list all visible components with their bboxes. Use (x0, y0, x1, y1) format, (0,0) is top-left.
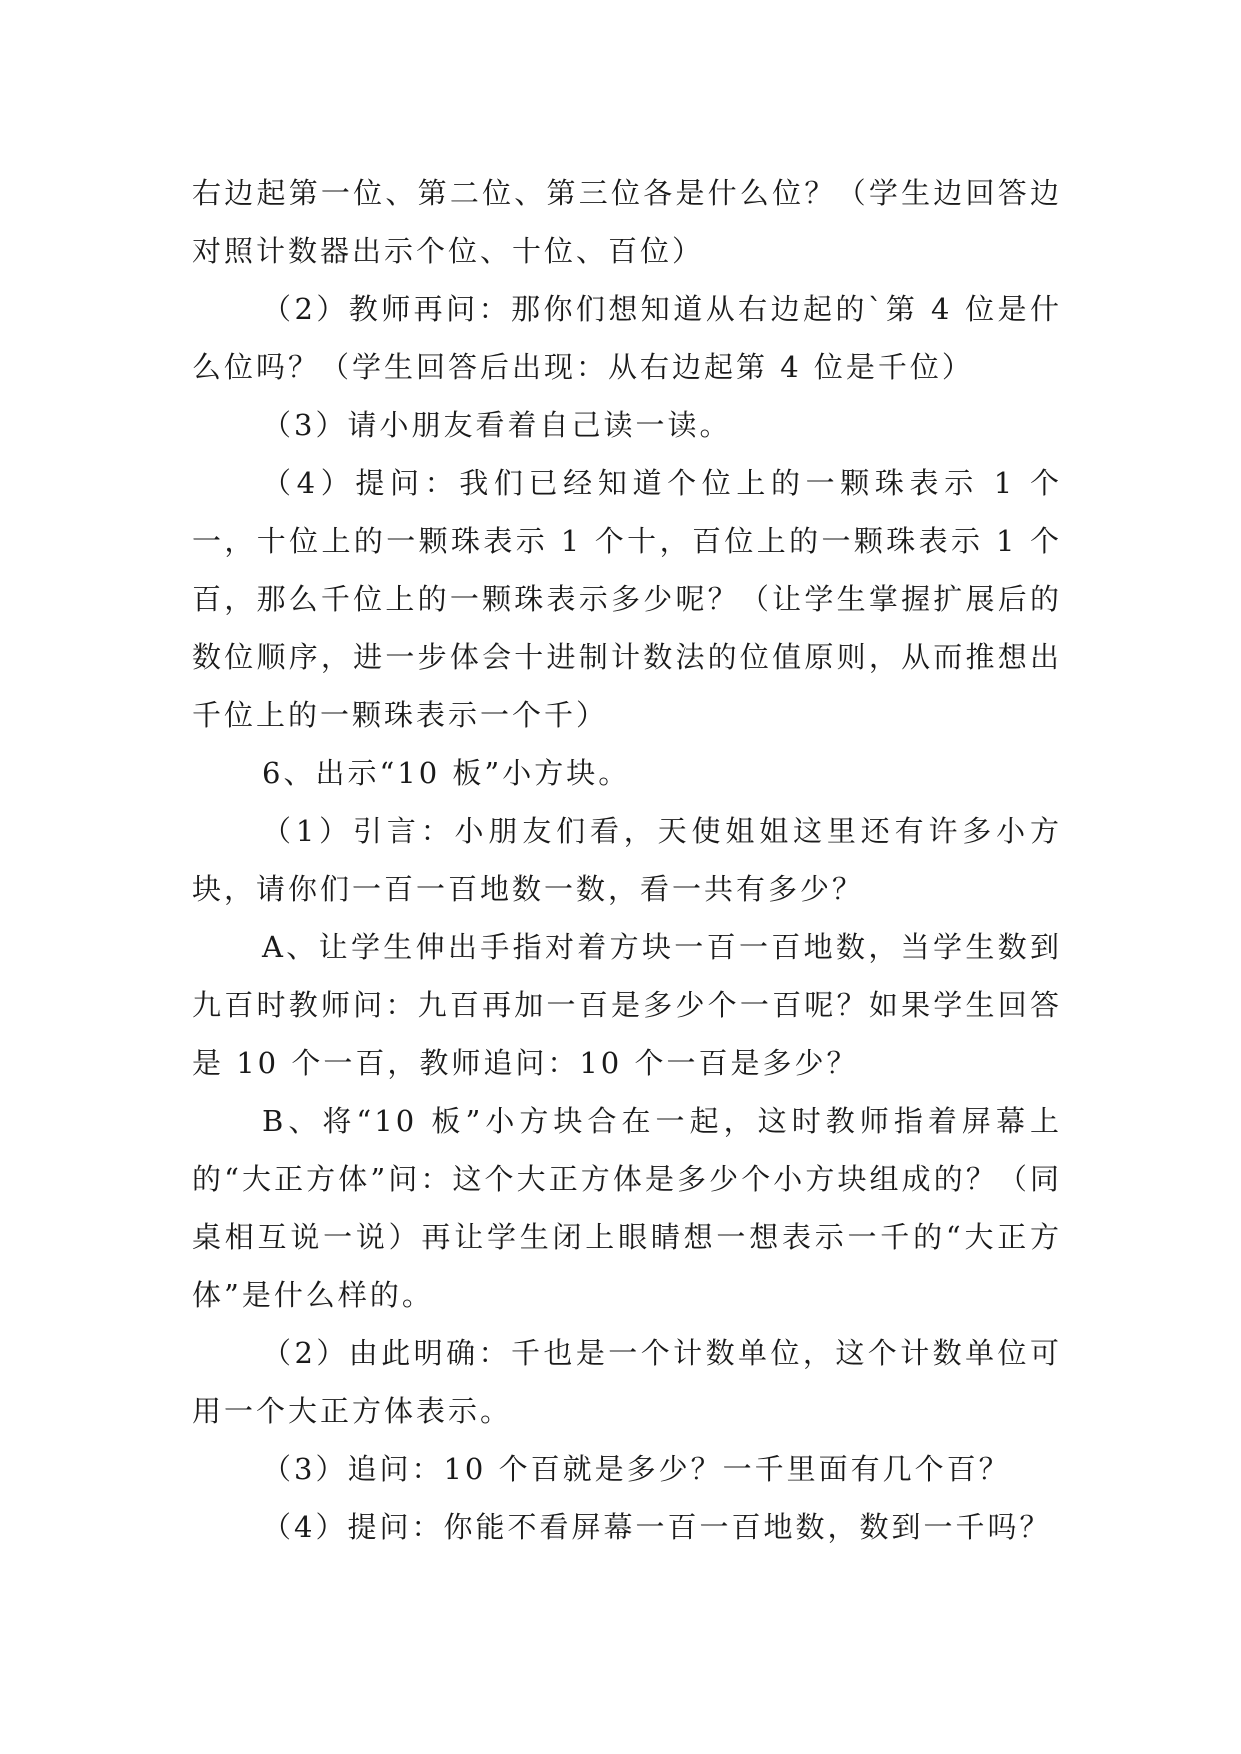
paragraph: （4）提问：你能不看屏幕一百一百地数，数到一千吗？ (262, 1510, 1052, 1544)
paragraph: （4）提问：我们已经知道个位上的一颗珠表示 1 个一，十位上的一颗珠表示 1 个十，百位上的一颗珠表示 1 个百，那么千位上的一颗珠表示多少呢？（让学生掌握扩展后的数位顺序，进一步体会十进制计数法的位值原则，从而推想出千位上的一颗珠表示一个千） (192, 466, 1062, 732)
paragraph: （2）教师再问：那你们想知道从右边起的`第 4 位是什么位吗？（学生回答后出现：从右边起第 4 位是千位） (192, 292, 1062, 384)
paragraph: B、将“10 板”小方块合在一起，这时教师指着屏幕上的“大正方体”问：这个大正方体是多少个小方块组成的？（同桌相互说一说）再让学生闭上眼睛想一想表示一千的“大正方体”是什么样的。 (192, 1104, 1062, 1312)
paragraph: 6、出示“10 板”小方块。 (262, 756, 631, 790)
paragraph: （3）请小朋友看着自己读一读。 (262, 408, 732, 442)
document-body (192, 164, 1062, 1556)
paragraph: （2）由此明确：千也是一个计数单位，这个计数单位可用一个大正方体表示。 (192, 1336, 1062, 1428)
paragraph: 右边起第一位、第二位、第三位各是什么位？（学生边回答边对照计数器出示个位、十位、百位） (192, 176, 1062, 268)
paragraph: （1）引言：小朋友们看，天使姐姐这里还有许多小方块，请你们一百一百地数一数，看一共有多少？ (192, 814, 1062, 906)
paragraph: A、让学生伸出手指对着方块一百一百地数，当学生数到九百时教师问：九百再加一百是多少个一百呢？如果学生回答是 10 个一百，教师追问：10 个一百是多少？ (192, 930, 1062, 1080)
paragraph: （3）追问：10 个百就是多少？一千里面有几个百？ (262, 1452, 1011, 1486)
